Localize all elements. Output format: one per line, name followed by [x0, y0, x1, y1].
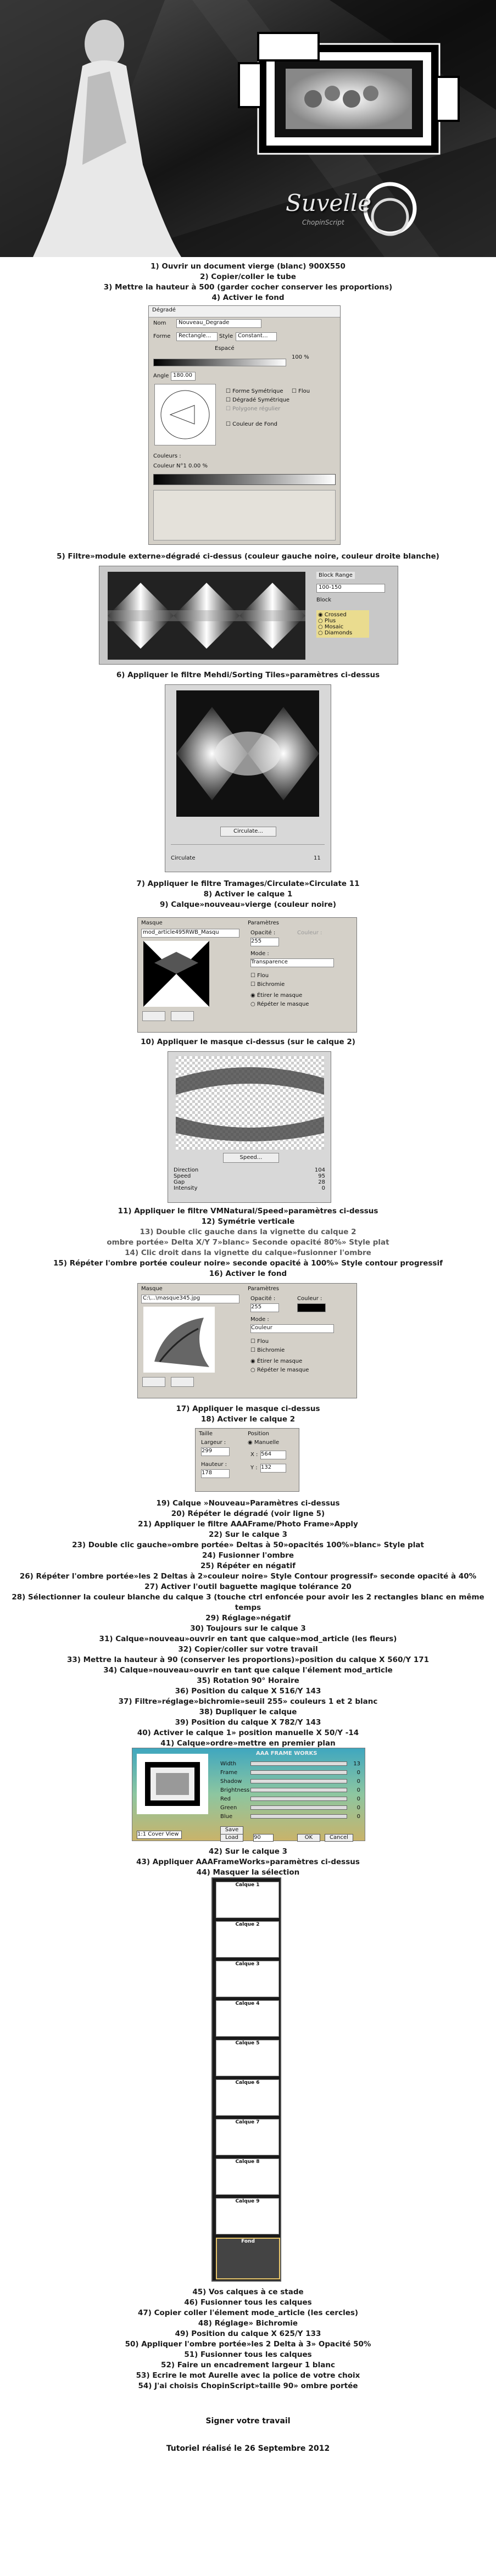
radio-mosaic[interactable]: ○ Mosaic	[318, 624, 344, 630]
checkbox-label: Flou	[257, 1339, 269, 1345]
param-row	[174, 1167, 325, 1173]
option-label: Forme Symétrique	[232, 388, 283, 394]
size-label: Taille	[199, 1431, 213, 1437]
mode-label: Mode :	[250, 951, 269, 957]
save-button[interactable]: Save	[220, 1826, 243, 1835]
width-input[interactable]: 299	[201, 1447, 230, 1456]
step-10	[0, 1037, 496, 1047]
mehdi-preview	[108, 572, 305, 660]
mask-dialog-2	[137, 1283, 357, 1398]
speed-params	[174, 1167, 325, 1191]
layer-name: Calque 7	[235, 2120, 260, 2125]
step-line: 10) Appliquer le masque ci-dessus (sur le calque 2)	[141, 1038, 355, 1046]
step-line: 34) Calque»nouveau»ouvrir en tant que calque l'élement mod_article	[103, 1666, 393, 1675]
param-value: 28	[318, 1179, 325, 1185]
aaa-frameworks-dialog	[132, 1748, 365, 1841]
circulate-dialog	[165, 684, 331, 872]
step-line: 13) Double clic gauche dans la vignette du calque 2	[140, 1228, 356, 1236]
step-line: 23) Double clic gauche»ombre portée» Deltas à 50»opacités 100%»blanc» Style plat	[72, 1541, 424, 1549]
param-value: 95	[318, 1173, 325, 1179]
mode-select[interactable]: Couleur	[250, 1324, 334, 1333]
step-line: 9) Calque»nouveau»vierge (couleur noire)	[159, 900, 337, 909]
step-line: 43) Appliquer AAAFrameWorks»paramètres ci-dessus	[136, 1858, 360, 1866]
step-line: 37) Filtre»réglage»bichromie»seuil 255» couleurs 1 et 2 blanc	[118, 1697, 378, 1706]
opacity-input[interactable]: 255	[250, 938, 279, 946]
slider-label: Green	[220, 1804, 237, 1811]
banner-subtitle: ChopinScript	[302, 219, 344, 226]
slider-label: Frame	[220, 1769, 238, 1776]
option-label: Flou	[298, 388, 310, 394]
aaa-preview	[137, 1754, 208, 1814]
mode-label: Mode :	[250, 1317, 269, 1323]
step-line: 44) Masquer la sélection	[196, 1868, 300, 1877]
step-line: 50) Appliquer l'ombre portée»les 2 Delta à 3» Opacité 50%	[125, 2340, 371, 2349]
step-line: 28) Sélectionner la couleur blanche du calque 3 (touche ctrl enfoncée pour avoir les 2 rectangles blanc en même temps	[12, 1593, 484, 1612]
steps-45-54	[0, 2287, 496, 2391]
params-label: Paramètres	[248, 1286, 280, 1292]
option-polygon[interactable]: ☐ Polygone régulier	[226, 406, 281, 412]
color-label: Couleur :	[297, 1296, 322, 1302]
step-line: 38) Dupliquer le calque	[199, 1708, 297, 1716]
option-label: Dégradé Symétrique	[232, 397, 290, 403]
param-value: 104	[314, 1167, 325, 1173]
step-line: 45) Vos calques à ce stade	[192, 2288, 304, 2296]
slider-track[interactable]	[250, 1805, 347, 1810]
step-line: 20) Répéter le dégradé (voir ligne 5)	[171, 1509, 325, 1518]
step-line: 36) Position du calque X 516/Y 143	[175, 1687, 321, 1696]
steps-11-16	[0, 1206, 496, 1279]
step-line: 1) Ouvrir un document vierge (blanc) 900X550	[151, 262, 345, 271]
layer-thumb[interactable]	[216, 2040, 279, 2076]
opacity-value: 100 %	[292, 354, 309, 360]
step-line: ombre portée» Delta X/Y 7»blanc» Seconde opacité 80%» Style plat	[107, 1238, 389, 1247]
mask-label: Masque	[141, 920, 163, 926]
radio-label: Mosaic	[324, 624, 344, 630]
slider-value: 0	[356, 1796, 360, 1802]
mask-file-input[interactable]: mod_article495RWB_Masqu	[141, 929, 239, 938]
circulate-param-label: Circulate	[171, 855, 196, 861]
blur-checkbox[interactable]: ☐ Flou	[250, 973, 269, 979]
x-input[interactable]: 564	[260, 1451, 286, 1459]
step-line: 22) Sur le calque 3	[208, 1530, 288, 1539]
angle-dial[interactable]	[154, 384, 216, 445]
circulate-preview	[176, 690, 319, 817]
size-position-dialog	[195, 1428, 299, 1492]
slider-label: Brightness	[220, 1787, 250, 1793]
steps-42-44	[0, 1847, 496, 1878]
step-6	[0, 670, 496, 681]
step-line: 24) Fusionner l'ombre	[202, 1551, 294, 1560]
speed-dialog	[168, 1051, 331, 1203]
step-line: 2) Copier/coller le tube	[200, 272, 296, 281]
layers-palette	[211, 1877, 281, 2282]
repeat-radio[interactable]: ○ Répéter le masque	[250, 1367, 309, 1373]
steps-1-4	[0, 261, 496, 303]
layer-name: Calque 3	[235, 1961, 260, 1967]
radio-diamonds[interactable]: ○ Diamonds	[318, 630, 353, 636]
gradient-preview-bar	[153, 359, 286, 366]
angle-input[interactable]: 180.00	[171, 372, 196, 381]
load-button[interactable]: Load	[220, 1834, 243, 1842]
step-line: 4) Activer le fond	[211, 293, 285, 302]
step-line: 30) Toujours sur le calque 3	[190, 1624, 306, 1633]
step-line: 46) Fusionner tous les calques	[184, 2298, 312, 2307]
step-line: 25) Répéter en négatif	[200, 1562, 296, 1570]
y-input[interactable]: 132	[260, 1464, 286, 1473]
step-line: 17) Appliquer le masque ci-dessus	[176, 1404, 320, 1413]
step-line: 3) Mettre la hauteur à 500 (garder cocher conserver les proportions)	[103, 283, 393, 292]
mask-file-input[interactable]: C:\...\masque345.jpg	[141, 1295, 239, 1303]
step-line: 35) Rotation 90° Horaire	[197, 1676, 299, 1685]
steps-19-41	[0, 1498, 496, 1749]
param-row	[174, 1179, 325, 1185]
slider-track[interactable]	[250, 1788, 347, 1792]
style-select[interactable]: Constant...	[236, 332, 277, 341]
param-row	[174, 1185, 325, 1191]
radio-label: Diamonds	[324, 630, 353, 636]
params-label: Paramètres	[248, 920, 280, 926]
tutorial-date: Tutoriel réalisé le 26 Septembre 2012	[166, 2444, 330, 2453]
option-symmetric-gradient[interactable]: ☐ Dégradé Symétrique	[226, 397, 290, 403]
ok-button[interactable]: OK	[297, 1834, 320, 1842]
opacity-label: Opacité :	[250, 1296, 276, 1302]
slider-label: Red	[220, 1796, 231, 1802]
step-line: 11) Appliquer le filtre VMNatural/Speed»paramètres ci-dessus	[118, 1207, 378, 1215]
stretch-radio[interactable]: ◉ Étirer le masque	[250, 993, 303, 999]
banner-title: Suvelle	[286, 189, 372, 216]
slider-row	[220, 1794, 360, 1803]
radio-label: Plus	[324, 618, 336, 624]
gradient-dialog-title: Dégradé	[149, 306, 340, 317]
step-line: 15) Répéter l'ombre portée couleur noire» seconde opacité à 100%» Style contour progressif	[53, 1259, 443, 1268]
style-label: Style	[219, 333, 233, 339]
block-range-label: Block Range	[316, 572, 355, 579]
slider-row	[220, 1759, 360, 1768]
layer-name: Calque 6	[235, 2080, 260, 2086]
banner-art	[0, 0, 496, 257]
slider-value: 0	[356, 1804, 360, 1811]
mask-browse-button[interactable]	[142, 1011, 165, 1021]
slider-row	[220, 1777, 360, 1786]
name-input[interactable]: Nouveau_Degrade	[176, 319, 261, 328]
slider-value: 0	[356, 1778, 360, 1785]
bichromie-checkbox[interactable]: ☐ Bichromie	[250, 1347, 285, 1353]
slider-label: Width	[220, 1760, 237, 1767]
y-label: Y :	[250, 1465, 258, 1471]
step-line: 48) Réglage» Bichromie	[198, 2319, 298, 2328]
checkbox-label: Bichromie	[257, 1347, 285, 1353]
shape-select[interactable]: Rectangle...	[176, 332, 218, 341]
layer-name: Calque 1	[235, 1882, 260, 1888]
option-background-color[interactable]: ☐ Couleur de Fond	[226, 421, 278, 427]
radio-label: Étirer le masque	[257, 1358, 303, 1364]
slider-track[interactable]	[250, 1814, 347, 1819]
circulate-param-value: 11	[314, 855, 321, 861]
color-gradient-strip[interactable]	[153, 474, 336, 485]
checkbox-label: Bichromie	[257, 982, 285, 988]
layer-thumb[interactable]	[216, 1921, 279, 1958]
layer-name: Calque 4	[235, 2001, 260, 2006]
radio-label: Manuelle	[254, 1440, 280, 1446]
layer-name: Calque 5	[235, 2040, 260, 2046]
width-label: Largeur :	[201, 1440, 226, 1446]
slider-row	[220, 1768, 360, 1777]
color-position: Couleur N°1 0.00 %	[153, 463, 208, 469]
layer-thumb-background[interactable]	[216, 2238, 280, 2279]
slider-row	[220, 1812, 360, 1821]
mask-preview	[143, 941, 209, 1007]
slider-label: Blue	[220, 1813, 233, 1820]
step-line: 12) Symétrie verticale	[201, 1217, 295, 1226]
mode-select[interactable]: Transparence	[250, 958, 334, 967]
circulate-button[interactable]: Circulate...	[220, 827, 276, 837]
step-line: 49) Position du calque X 625/Y 133	[175, 2329, 321, 2338]
step-line: 6) Appliquer le filtre Mehdi/Sorting Tiles»paramètres ci-dessus	[116, 671, 380, 679]
mask-invert-button[interactable]	[171, 1377, 194, 1387]
radio-crossed[interactable]: ◉ Crossed	[318, 612, 347, 618]
step-line: 5) Filtre»module externe»dégradé ci-dessus (couleur gauche noire, couleur droite blanche)	[57, 552, 439, 561]
radio-label: Répéter le masque	[257, 1367, 309, 1373]
layer-name: Calque 2	[235, 1922, 260, 1927]
step-line: 7) Appliquer le filtre Tramages/Circulate»Circulate 11	[136, 879, 360, 888]
step-line: 16) Activer le fond	[209, 1269, 287, 1278]
opacity-label: Opacité :	[250, 930, 276, 936]
step-line: 32) Copier/coller sur votre travail	[178, 1645, 318, 1654]
slider-label: Shadow	[220, 1778, 242, 1785]
step-line: 54) J'ai choisis ChopinScript»taille 90» ombre portée	[138, 2382, 358, 2390]
param-name: Intensity	[174, 1185, 198, 1191]
x-label: X :	[250, 1452, 258, 1458]
step-line: 52) Faire un encadrement largeur 1 blanc	[161, 2361, 335, 2369]
layer-name: Fond	[241, 2239, 255, 2244]
param-row	[174, 1173, 325, 1179]
step-line: 14) Clic droit dans la vignette du calque»fusionner l'ombre	[125, 1248, 371, 1257]
aaa-title: AAA FRAME WORKS	[256, 1750, 317, 1757]
layer-thumb[interactable]	[216, 2159, 279, 2195]
mask-invert-button[interactable]	[171, 1011, 194, 1021]
step-line: 33) Mettre la hauteur à 90 (conserver les proportions)»position du calque X 560/Y 171	[66, 1655, 430, 1664]
layer-thumb[interactable]	[216, 1882, 279, 1918]
aaa-sliders	[220, 1759, 360, 1821]
radio-label: Crossed	[324, 612, 347, 618]
slider-track[interactable]	[250, 1797, 347, 1801]
shape-label: Forme	[153, 333, 171, 339]
layer-thumb[interactable]	[216, 2000, 279, 2037]
slider-value: 13	[353, 1760, 360, 1767]
name-label: Nom	[153, 320, 166, 326]
step-line: 29) Réglage»négatif	[205, 1614, 291, 1622]
layer-thumb[interactable]	[216, 2079, 279, 2116]
option-symmetric-shape[interactable]: ☐ Forme Symétrique	[226, 388, 283, 394]
step-line: 39) Position du calque X 782/Y 143	[175, 1718, 321, 1727]
speed-preview	[176, 1056, 324, 1150]
slider-row	[220, 1803, 360, 1812]
mask-label: Masque	[141, 1286, 163, 1292]
param-name: Speed	[174, 1173, 191, 1179]
step-5	[0, 551, 496, 562]
spacing-label: Espacé	[215, 345, 235, 352]
block-range-input[interactable]: 100-150	[316, 584, 385, 593]
step-line: 26) Répéter l'ombre portée»les 2 Deltas à 2»couleur noire» Style Contour progressif» seconde opacité à 40%	[19, 1572, 477, 1581]
color-label: Couleur :	[297, 930, 322, 936]
zoom-input[interactable]: 90	[253, 1834, 274, 1842]
step-line: 19) Calque »Nouveau»Paramètres ci-dessus	[156, 1499, 340, 1508]
position-label: Position	[248, 1431, 269, 1437]
layer-name: Calque 9	[235, 2199, 260, 2204]
option-label: Polygone régulier	[232, 406, 281, 412]
manual-radio[interactable]: ◉ Manuelle	[248, 1440, 280, 1446]
slider-track[interactable]	[250, 1770, 347, 1775]
param-value: 0	[321, 1185, 325, 1191]
option-blur[interactable]: ☐ Flou	[292, 388, 310, 394]
bichromie-checkbox[interactable]: ☐ Bichromie	[250, 982, 285, 988]
mehdi-sorting-tiles-dialog	[99, 566, 398, 665]
stretch-radio[interactable]: ◉ Étirer le masque	[250, 1358, 303, 1364]
sign-instruction: Signer votre travail	[205, 2417, 291, 2426]
radio-plus[interactable]: ○ Plus	[318, 618, 336, 624]
color-swatch[interactable]	[297, 1303, 326, 1312]
slider-track[interactable]	[250, 1761, 347, 1766]
header-banner	[0, 0, 496, 257]
blur-checkbox[interactable]: ☐ Flou	[250, 1339, 269, 1345]
preset-select[interactable]: 1:1 Cover View	[137, 1831, 182, 1839]
block-label: Block	[316, 597, 332, 603]
step-line: 8) Activer le calque 1	[203, 890, 293, 899]
step-line: 51) Fusionner tous les calques	[184, 2350, 312, 2359]
gradient-dialog	[148, 305, 341, 545]
param-name: Gap	[174, 1179, 185, 1185]
opacity-input[interactable]: 255	[250, 1303, 279, 1312]
layer-thumb[interactable]	[216, 1961, 279, 1997]
mask-preview	[143, 1307, 215, 1373]
slider-value: 0	[356, 1787, 360, 1793]
checkbox-label: Flou	[257, 973, 269, 979]
angle-label: Angle	[153, 373, 169, 379]
mask-browse-button[interactable]	[142, 1377, 165, 1387]
height-label: Hauteur :	[201, 1462, 227, 1468]
step-line: 27) Activer l'outil baguette magique tolérance 20	[144, 1582, 352, 1591]
steps-7-9	[0, 879, 496, 910]
radio-label: Étirer le masque	[257, 993, 303, 999]
block-options	[316, 610, 369, 638]
slider-value: 0	[356, 1769, 360, 1776]
colors-label: Couleurs :	[153, 453, 181, 459]
steps-17-18	[0, 1404, 496, 1425]
slider-row	[220, 1786, 360, 1794]
radio-label: Répéter le masque	[257, 1001, 309, 1007]
option-label: Couleur de Fond	[232, 421, 278, 427]
step-line: 42) Sur le calque 3	[208, 1847, 288, 1856]
layer-thumb[interactable]	[216, 2198, 279, 2234]
speed-button[interactable]: Speed...	[223, 1153, 279, 1163]
mask-dialog-1	[137, 917, 357, 1033]
layer-name: Calque 8	[235, 2159, 260, 2165]
layer-thumb[interactable]	[216, 2119, 279, 2155]
step-line: 53) Ecrire le mot Aurelle avec la police de votre choix	[136, 2371, 360, 2380]
step-line: 31) Calque»nouveau»ouvrir en tant que calque»mod_article (les fleurs)	[99, 1635, 397, 1643]
slider-value: 0	[356, 1813, 360, 1820]
step-line: 21) Appliquer le filtre AAAFrame/Photo Frame»Apply	[138, 1520, 358, 1529]
cancel-button[interactable]: Cancel	[325, 1834, 353, 1842]
height-input[interactable]: 178	[201, 1469, 230, 1478]
param-name: Direction	[174, 1167, 199, 1173]
divider	[171, 844, 325, 845]
repeat-radio[interactable]: ○ Répéter le masque	[250, 1001, 309, 1007]
slider-track[interactable]	[250, 1779, 347, 1783]
dialog-footer-area	[153, 490, 336, 540]
step-line: 47) Copier coller l'élement mode_article (les cercles)	[137, 2309, 359, 2317]
step-line: 41) Calque»ordre»mettre en premier plan	[160, 1739, 336, 1748]
step-line: 18) Activer le calque 2	[200, 1415, 296, 1424]
step-line: 40) Activer le calque 1» position manuelle X 50/Y -14	[137, 1729, 359, 1737]
